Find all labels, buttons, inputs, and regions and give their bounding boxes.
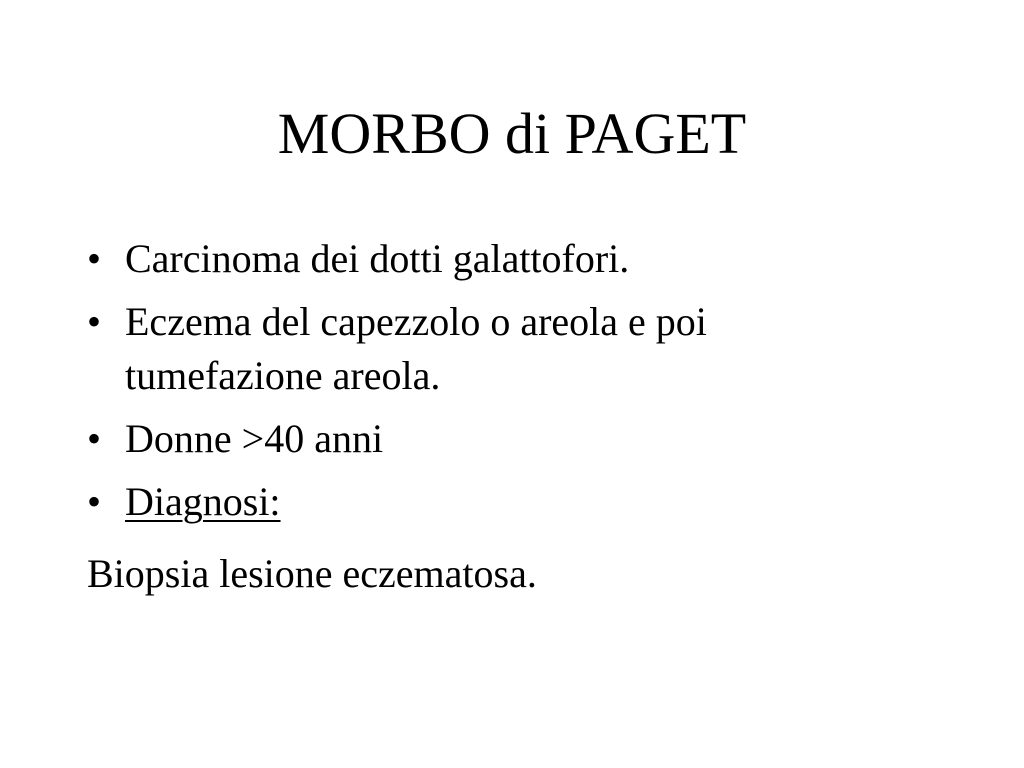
bullet-item-diagnosi — [87, 475, 907, 529]
bullet-item-eczema — [87, 295, 907, 403]
slide-title: MORBO di PAGET — [277, 101, 747, 166]
bullet-text-underlined: Diagnosi: — [125, 479, 281, 524]
bullet-text: Eczema del capezzolo o areola e poi tumefazione areola. — [125, 299, 707, 398]
bullet-text: Carcinoma dei dotti galattofori. — [125, 236, 630, 281]
bullet-text: Donne >40 anni — [125, 416, 384, 461]
bullet-icon: • — [87, 416, 102, 461]
bullet-item-donne — [87, 412, 907, 466]
bullet-icon: • — [87, 479, 102, 524]
bullet-list — [87, 232, 907, 538]
body-text: Biopsia lesione eczematosa. — [87, 551, 537, 596]
bullet-item-carcinoma — [87, 232, 907, 286]
bullet-icon: • — [87, 299, 102, 344]
bullet-icon: • — [87, 236, 102, 281]
